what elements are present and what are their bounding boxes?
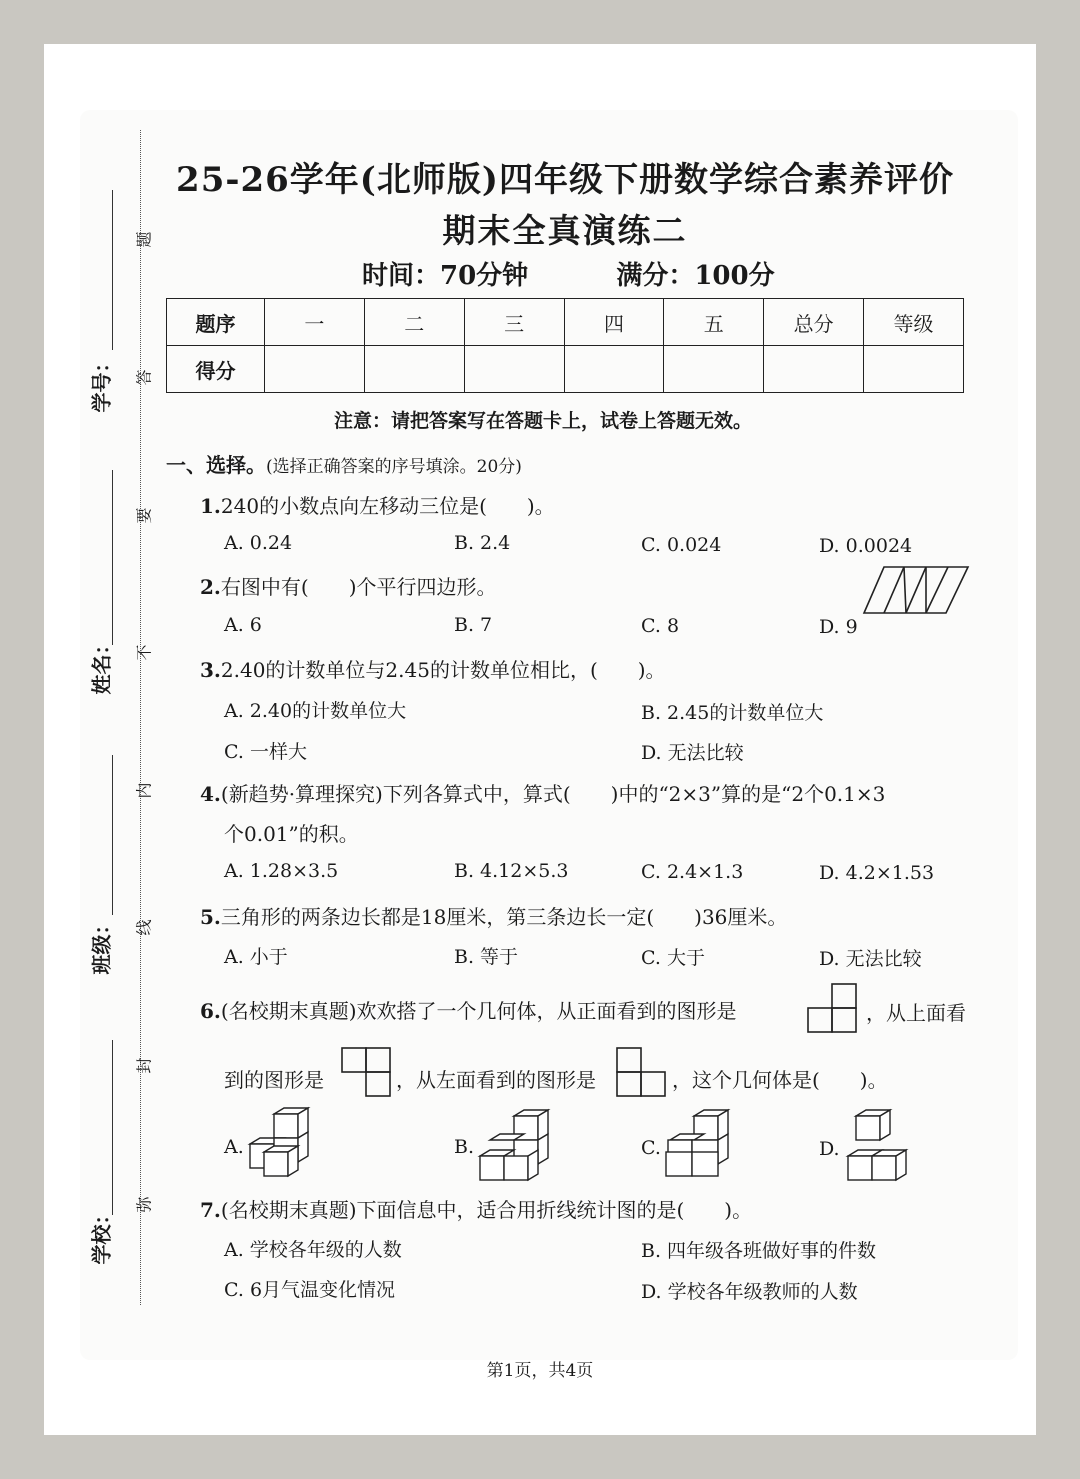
full-score: 满分：100分 (616, 261, 775, 291)
class-label: 班级： (89, 914, 114, 975)
table-header-cell: 总分 (764, 299, 864, 346)
option[interactable]: B. 等于 (454, 946, 519, 968)
time-limit: 时间：70分钟 (362, 261, 529, 291)
score-cell[interactable] (664, 346, 764, 393)
top-view-figure (340, 1046, 392, 1098)
section-title: 一、选择。 (166, 453, 266, 477)
score-table-row (167, 346, 964, 393)
option[interactable]: C. (641, 1137, 661, 1159)
seal-char: 不 (134, 644, 154, 661)
exam-subtitle: 期末全真演练二 (442, 211, 688, 250)
option[interactable]: C. 一样大 (224, 741, 307, 763)
table-header-cell: 四 (564, 299, 664, 346)
option[interactable]: D. 无法比较 (641, 742, 744, 764)
question-text: 2.40的计数单位与2.45的计数单位相比，( )。 (220, 658, 666, 682)
seal-char: 题 (134, 231, 154, 248)
question-text-cont: ，这个几何体是( )。 (672, 1068, 888, 1092)
option[interactable]: B. 2.45的计数单位大 (641, 702, 824, 724)
table-header-cell: 等级 (864, 299, 964, 346)
score-cell[interactable] (364, 346, 464, 393)
question-text-cont: 个0.01”的积。 (224, 822, 359, 846)
option[interactable]: B. 4.12×5.3 (454, 860, 569, 882)
left-view-figure (615, 1046, 667, 1098)
question-text: 三角形的两条边长都是18厘米，第三条边长一定( )36厘米。 (220, 905, 788, 929)
solid-figure-c (664, 1108, 744, 1180)
option[interactable]: A. (224, 1136, 244, 1158)
student-id-label: 学号： (89, 352, 114, 413)
question-1 (200, 490, 555, 519)
option[interactable]: C. 大于 (641, 947, 705, 969)
question-3 (200, 654, 666, 683)
option[interactable]: A. 2.40的计数单位大 (224, 700, 407, 722)
solid-figure-a (248, 1108, 320, 1180)
question-text: 右图中有( )个平行四边形。 (220, 575, 497, 599)
front-view-figure (806, 982, 858, 1034)
table-header-cell: 二 (364, 299, 464, 346)
option[interactable]: C. 8 (641, 615, 680, 637)
question-text: 240的小数点向左移动三位是( )。 (220, 494, 555, 518)
table-header-cell: 一 (264, 299, 364, 346)
question-text: (新趋势·算理探究)下列各算式中，算式( )中的“2×3”算的是“2个0.1×3 (220, 782, 886, 806)
option[interactable]: A. 6 (224, 614, 262, 636)
field-line-name (112, 470, 113, 645)
question-number: 2. (200, 575, 221, 599)
seal-char: 要 (134, 507, 154, 524)
seal-char: 封 (134, 1057, 154, 1074)
question-7 (200, 1194, 752, 1223)
seal-char: 线 (134, 919, 154, 936)
seal-char: 答 (134, 369, 154, 386)
table-header-cell: 得分 (167, 346, 265, 393)
question-text: (名校期末真题)欢欢搭了一个几何体，从正面看到的图形是 (220, 999, 737, 1023)
option[interactable]: D. (819, 1138, 840, 1160)
question-number: 1. (200, 494, 221, 518)
question-text: (名校期末真题)下面信息中，适合用折线统计图的是( )。 (220, 1198, 753, 1222)
table-header-cell: 题序 (167, 299, 265, 346)
score-cell[interactable] (764, 346, 864, 393)
option[interactable]: D. 4.2×1.53 (819, 862, 935, 884)
option[interactable]: A. 1.28×3.5 (224, 860, 339, 882)
solid-figure-b (478, 1110, 558, 1182)
option[interactable]: D. 学校各年级教师的人数 (641, 1281, 858, 1303)
question-text-cont: ，从左面看到的图形是 (396, 1068, 596, 1092)
school-label: 学校： (89, 1204, 114, 1265)
seal-char: 弥 (134, 1196, 154, 1213)
time-score-line (362, 255, 775, 292)
page-footer: 第1页，共4页 (486, 1361, 594, 1381)
name-label: 姓名： (89, 634, 114, 695)
field-line-class (112, 755, 113, 915)
question-text-cont: ，从上面看 (866, 1001, 966, 1025)
table-header-cell: 五 (664, 299, 764, 346)
question-4 (200, 778, 885, 807)
question-2 (200, 571, 497, 600)
field-line-school (112, 1040, 113, 1215)
option[interactable]: C. 0.024 (641, 534, 722, 556)
option[interactable]: D. 0.0024 (819, 535, 913, 557)
option[interactable]: B. (454, 1136, 475, 1158)
option[interactable]: D. 9 (819, 616, 858, 638)
section-note: (选择正确答案的序号填涂。20分) (266, 457, 522, 477)
option[interactable]: C. 6月气温变化情况 (224, 1279, 396, 1301)
option[interactable]: A. 学校各年级的人数 (224, 1239, 402, 1261)
solid-figure-d (846, 1110, 918, 1182)
table-header-cell: 三 (464, 299, 564, 346)
question-number: 7. (200, 1198, 221, 1222)
option[interactable]: A. 小于 (224, 946, 288, 968)
score-cell[interactable] (864, 346, 964, 393)
score-cell[interactable] (264, 346, 364, 393)
binding-dotted-line (140, 130, 141, 1305)
exam-notice: 注意：请把答案写在答题卡上，试卷上答题无效。 (334, 410, 753, 432)
option[interactable]: B. 四年级各班做好事的件数 (641, 1240, 877, 1262)
score-table (166, 298, 964, 393)
question-number: 4. (200, 782, 221, 806)
question-text-cont: 到的图形是 (224, 1068, 324, 1092)
question-number: 5. (200, 905, 221, 929)
score-table-row (167, 299, 964, 346)
option[interactable]: B. 2.4 (454, 532, 511, 554)
option[interactable]: B. 7 (454, 614, 493, 636)
parallelogram-figure (862, 565, 972, 615)
question-6 (200, 995, 737, 1024)
question-number: 3. (200, 658, 221, 682)
question-5 (200, 901, 787, 930)
question-number: 6. (200, 999, 221, 1023)
section-heading (166, 449, 522, 478)
seal-char: 内 (134, 782, 154, 799)
option[interactable]: D. 无法比较 (819, 948, 922, 970)
exam-title: 25-26学年(北师版)四年级下册数学综合素养评价 (176, 160, 954, 200)
score-cell[interactable] (564, 346, 664, 393)
option[interactable]: A. 0.24 (224, 532, 293, 554)
option[interactable]: C. 2.4×1.3 (641, 861, 744, 883)
score-cell[interactable] (464, 346, 564, 393)
